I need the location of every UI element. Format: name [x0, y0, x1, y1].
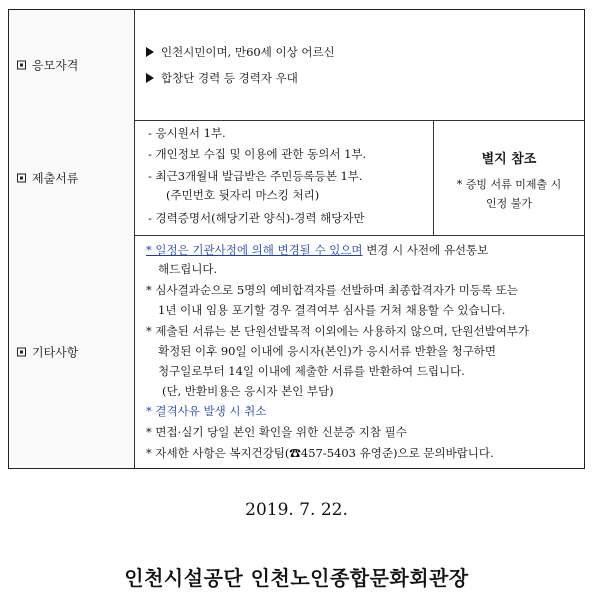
other-line: 해드립니다. — [158, 262, 218, 276]
document-date: 2019. 7. 22. — [245, 500, 348, 520]
qualification-label — [17, 57, 78, 74]
qualification-item-text: 합창단 경력 등 경력자 우대 — [161, 71, 298, 85]
other-line: * 심사결과순으로 5명의 예비합격자를 선발하며 최종합격자가 미등록 또는 — [146, 283, 518, 297]
schedule-change-link[interactable]: * 일정은 기관사정에 의해 변경될 수 있으며 — [146, 243, 363, 257]
other-line: 확정된 이후 90일 이내에 응시자(본인)가 응시서류 반환을 청구하면 — [158, 344, 497, 358]
documents-row — [9, 120, 584, 236]
triangle-bullet-icon — [146, 73, 154, 83]
checkbox-square-icon — [17, 173, 26, 182]
other-label-text: 기타사항 — [32, 345, 79, 359]
qualification-content — [134, 10, 584, 120]
other-line-text: 변경 시 사전에 유선통보 — [362, 243, 489, 257]
other-line: * 제출된 서류는 본 단원선발목적 이외에는 사용하지 않으며, 단원선발여부가 — [146, 324, 530, 338]
other-label — [17, 343, 78, 360]
qualification-row — [9, 10, 584, 121]
document-item: - 응시원서 1부. — [148, 126, 226, 140]
qualification-item — [146, 45, 335, 59]
qualification-label-cell — [9, 10, 135, 120]
qualification-label-text: 응모자격 — [32, 58, 79, 73]
info-table — [8, 9, 585, 469]
qualification-item — [146, 71, 298, 85]
document-item: - 최근3개월내 발급받은 주민등록등본 1부. — [148, 169, 363, 183]
other-line: (단, 반환비용은 응시자 본인 부담) — [162, 384, 334, 398]
note-title: 별지 참조 — [481, 152, 537, 167]
organization-signature: 인천시설공단 인천노인종합문화회관장 — [124, 566, 469, 590]
other-line: * 결격사유 발생 시 취소 — [146, 404, 267, 418]
checkbox-square-icon — [17, 347, 26, 356]
checkbox-square-icon — [17, 61, 26, 70]
document-item: (주민번호 뒷자리 마스킹 처리) — [166, 188, 320, 202]
documents-label-cell — [9, 120, 135, 235]
document-item: - 개인정보 수집 및 이용에 관한 동의서 1부. — [148, 147, 367, 161]
other-line: 1년 이내 임용 포기할 경우 결격여부 심사를 거쳐 채용할 수 있습니다. — [158, 303, 506, 317]
other-line: * 자세한 사항은 복지건강팀(☎457-5403 유영준)으로 문의바랍니다. — [146, 446, 494, 460]
document-item: - 경력증명서(해당기관 양식)-경력 해당자만 — [148, 211, 365, 225]
documents-label — [17, 169, 78, 186]
other-line — [146, 243, 488, 257]
other-line: 청구일로부터 14일 이내에 제출한 서류를 반환하여 드립니다. — [158, 364, 465, 378]
triangle-bullet-icon — [146, 47, 154, 57]
documents-content — [134, 120, 584, 235]
note-line: * 증빙 서류 미제출 시 — [456, 178, 562, 191]
other-row — [9, 235, 584, 468]
other-content — [134, 235, 584, 468]
other-label-cell — [9, 235, 135, 468]
other-line: * 면접·실기 당일 본인 확인을 위한 신분증 지참 필수 — [146, 425, 407, 439]
documents-label-text: 제출서류 — [32, 171, 79, 185]
documents-note-cell — [433, 120, 584, 235]
note-line: 인정 불가 — [485, 197, 532, 210]
qualification-item-text: 인천시민이며, 만60세 이상 어르신 — [161, 45, 335, 59]
